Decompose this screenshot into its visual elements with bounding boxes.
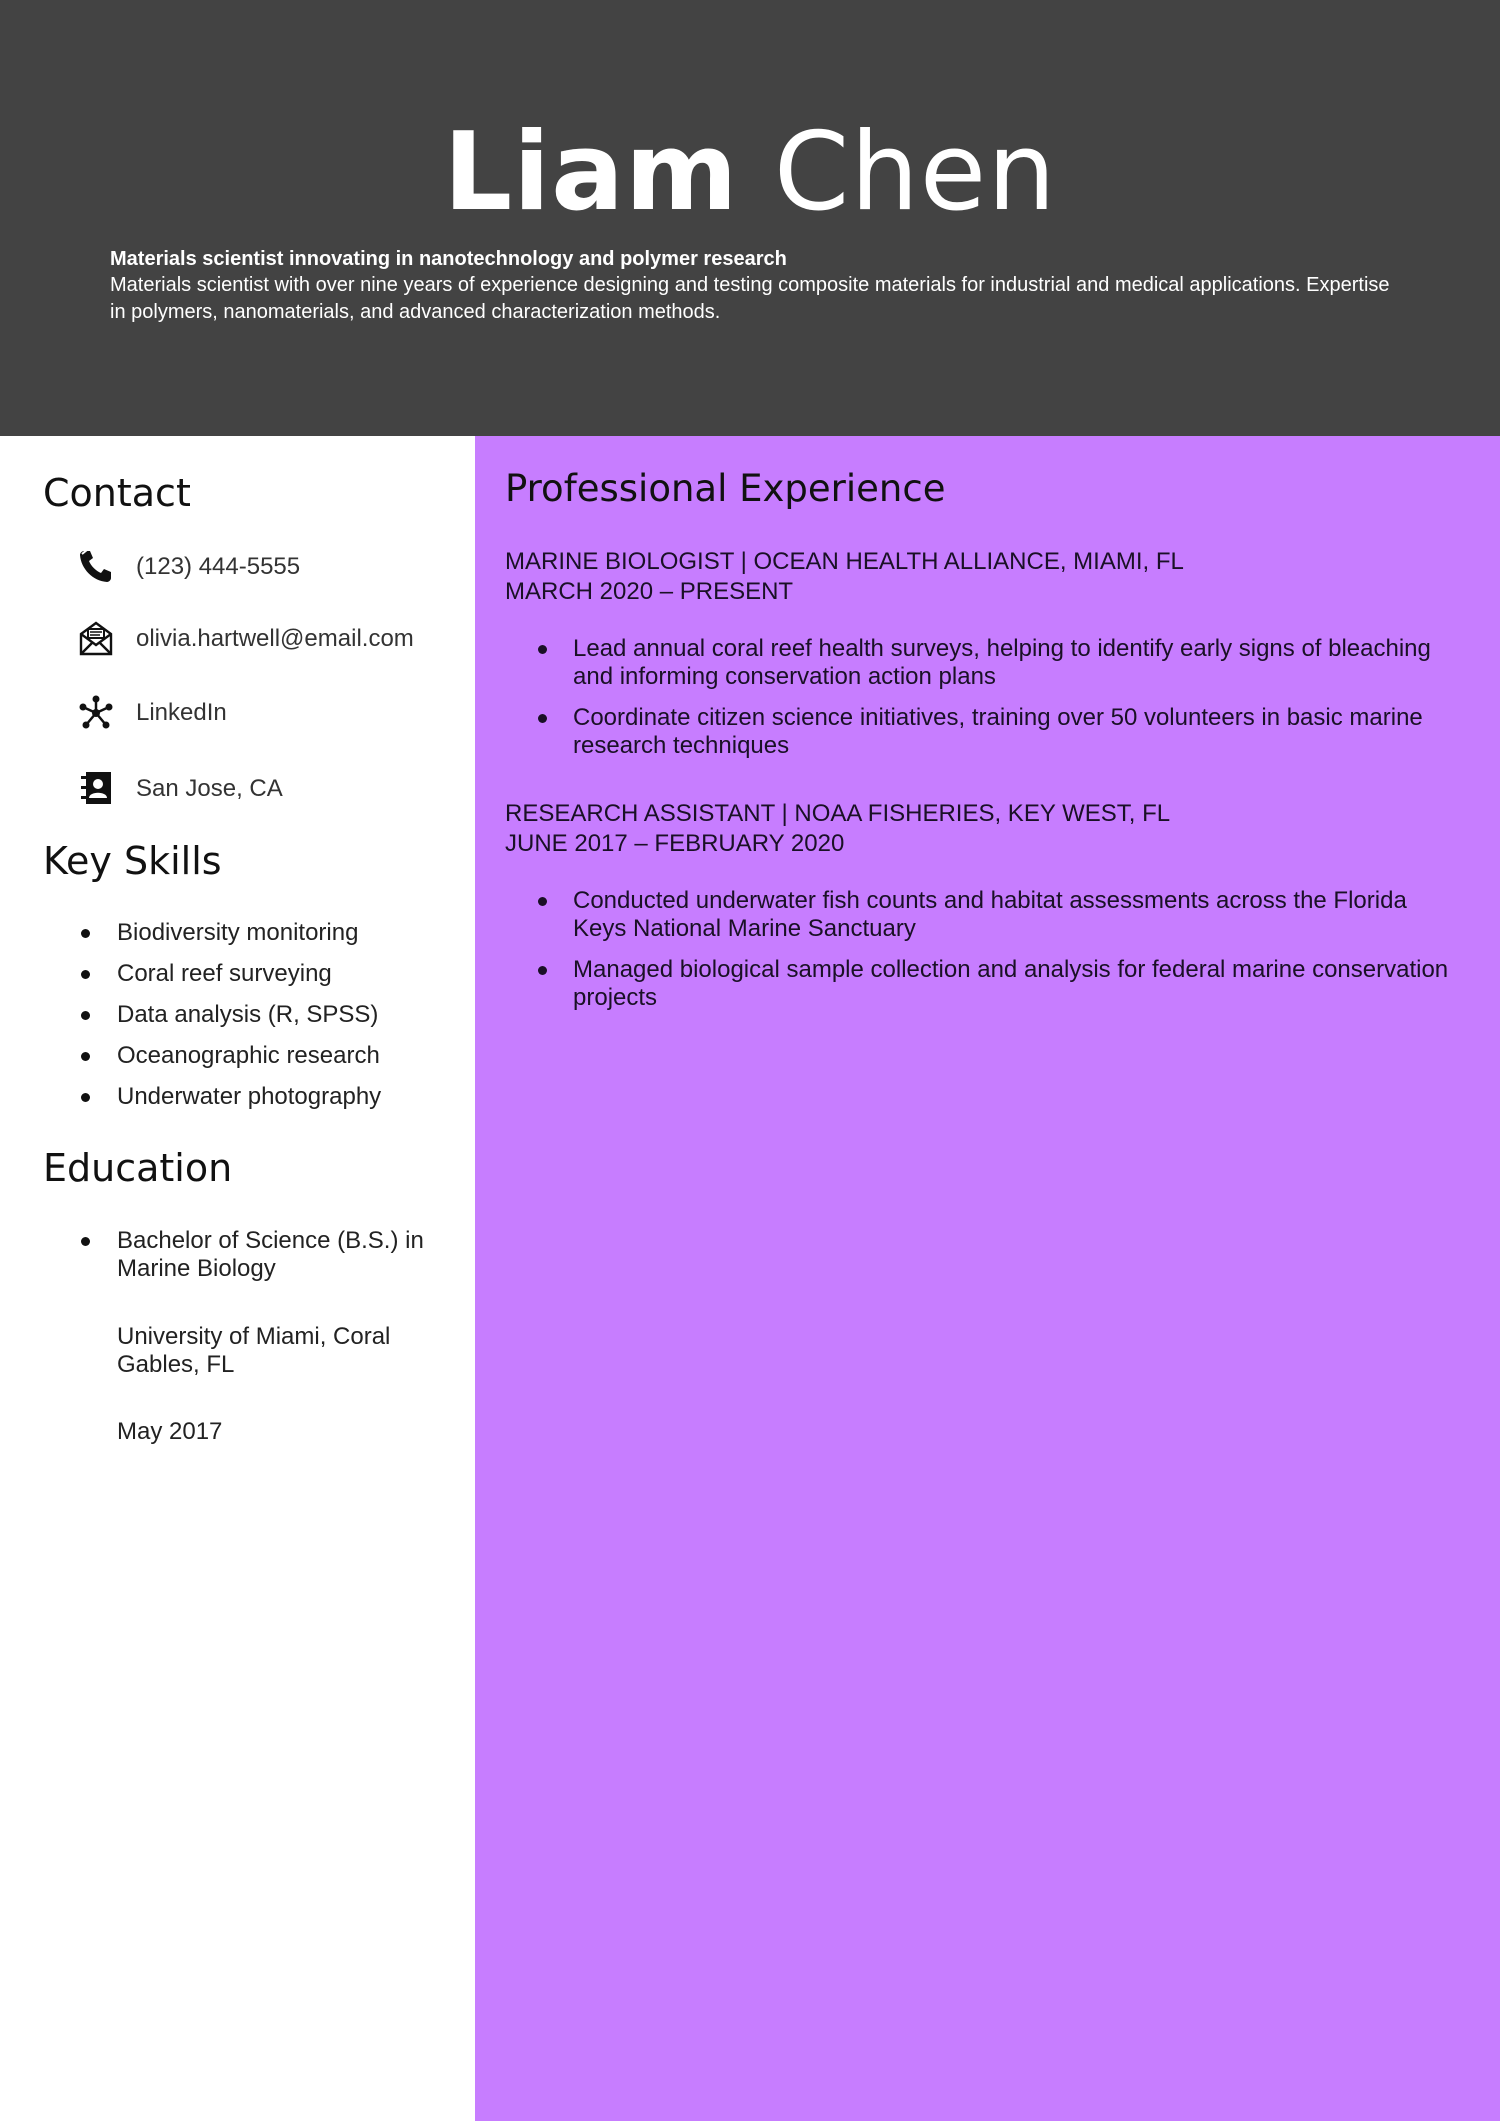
job-entry [505,547,1465,773]
list-item: Biodiversity monitoring [78,919,458,947]
contact-phone [78,544,468,588]
email-icon [78,620,114,656]
job-bullets [505,887,1465,1012]
contact-email[interactable] [78,616,468,660]
phone-icon [78,548,114,584]
job-bullets [505,635,1465,760]
skills-list [78,919,458,1124]
list-item: Oceanographic research [78,1042,458,1070]
phone-text: (123) 444-5555 [136,553,301,580]
location-text: San Jose, CA [136,775,283,802]
list-item: Coral reef surveying [78,960,458,988]
contact-location [78,766,468,810]
education-degree: Bachelor of Science (B.S.) in Marine Biology [78,1227,458,1283]
list-item: Coordinate citizen science initiatives, training over 50 volunteers in basic marine research techniques [505,704,1465,760]
linkedin-network-icon [78,694,114,730]
summary: Materials scientist with over nine years of experience designing and testing composite materials for industrial and medical applications. Expertise in polymers, nanomaterials, and advanced characterization methods. [110,274,1390,323]
education-list [78,1227,458,1283]
tagline: Materials scientist innovating in nanotechnology and polymer research [110,248,787,270]
list-item: Underwater photography [78,1083,458,1111]
job-dates: MARCH 2020 – PRESENT [505,578,794,605]
list-item: Conducted underwater fish counts and habitat assessments across the Florida Keys National Marine Sanctuary [505,887,1465,943]
email-text[interactable]: olivia.hartwell@email.com [136,625,414,652]
contact-linkedin[interactable] [78,690,468,734]
linkedin-text[interactable]: LinkedIn [136,699,227,726]
education-title: Education [43,1146,233,1190]
candidate-name [0,108,1500,238]
job-role: MARINE BIOLOGIST | OCEAN HEALTH ALLIANCE, MIAMI, FL [505,548,1184,575]
experience-title: Professional Experience [505,467,946,510]
contact-title: Contact [43,471,191,515]
last-name: Chen [773,110,1057,235]
skills-title: Key Skills [43,839,222,883]
resume-header [0,0,1500,436]
education-date: May 2017 [117,1418,223,1445]
first-name: Liam [443,110,739,235]
job-dates: JUNE 2017 – FEBRUARY 2020 [505,830,845,857]
list-item: Data analysis (R, SPSS) [78,1001,458,1029]
address-book-icon [78,770,114,806]
job-entry [505,799,1465,1025]
list-item: Managed biological sample collection and analysis for federal marine conservation projects [505,956,1465,1012]
list-item: Lead annual coral reef health surveys, helping to identify early signs of bleaching and informing conservation action plans [505,635,1465,691]
job-role: RESEARCH ASSISTANT | NOAA FISHERIES, KEY WEST, FL [505,800,1171,827]
education-school: University of Miami, Coral Gables, FL [117,1323,391,1378]
